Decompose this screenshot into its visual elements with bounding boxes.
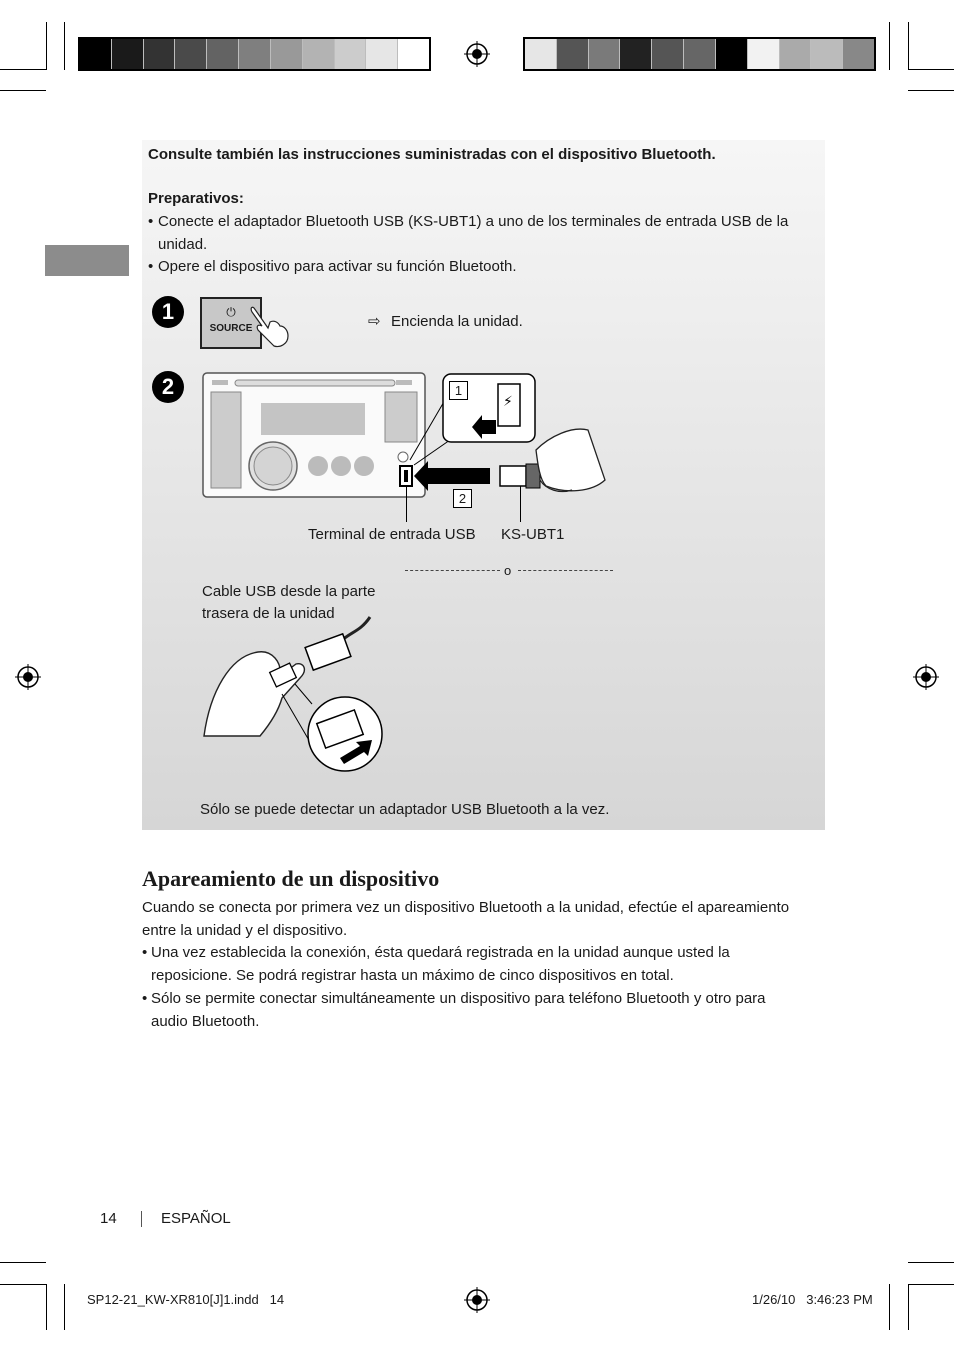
bullet: • [142, 944, 148, 961]
footnote: Sólo se puede detectar un adaptador USB Bluetooth a la vez. [200, 801, 610, 818]
callout-1-label: 1 [449, 381, 468, 400]
section-bullet-2-cont: audio Bluetooth. [151, 1013, 260, 1030]
or-separator: o [504, 563, 512, 578]
crop-mark [64, 22, 65, 70]
pointing-hand-icon [248, 300, 292, 350]
section-bullet-2: Sólo se permite conectar simultáneamente un dispositivo para teléfono Bluetooth y otro para [151, 990, 766, 1007]
section-paragraph-cont: entre la unidad y el dispositivo. [142, 922, 348, 939]
color-swatch [303, 39, 335, 69]
crop-mark [46, 1284, 47, 1330]
prep-item-1: Conecte el adaptador Bluetooth USB (KS-UBT1) a uno de los terminales de entrada USB de la [158, 213, 789, 230]
color-swatch [716, 39, 748, 69]
color-swatch [144, 39, 176, 69]
note-text: Consulte también las instrucciones suministradas con el dispositivo Bluetooth. [148, 146, 716, 163]
color-swatch [684, 39, 716, 69]
svg-text:⚡: ⚡ [503, 394, 513, 410]
print-timestamp: 1/26/10 3:46:23 PM [752, 1292, 873, 1307]
registration-mark-icon [913, 664, 939, 690]
crop-mark [46, 22, 47, 70]
color-swatch [589, 39, 621, 69]
registration-mark-icon [15, 664, 41, 690]
bullet: • [148, 258, 154, 275]
color-swatch [652, 39, 684, 69]
crop-mark [889, 1284, 890, 1330]
section-bullet-1: Una vez establecida la conexión, ésta quedará registrada en la unidad aunque usted la [151, 944, 730, 961]
registration-mark-icon [464, 41, 490, 67]
section-paragraph: Cuando se conecta por primera vez un dispositivo Bluetooth a la unidad, efectúe el apareamiento [142, 899, 790, 916]
color-swatch [398, 39, 429, 69]
prep-title: Preparativos: [148, 190, 244, 207]
separator-dash [518, 570, 613, 571]
crop-mark [0, 90, 46, 91]
language-label: ESPAÑOL [161, 1210, 231, 1227]
callout-2-label: 2 [453, 489, 472, 508]
crop-mark [908, 69, 954, 70]
crop-mark [64, 1284, 65, 1330]
color-swatch [239, 39, 271, 69]
arrow-icon: ⇨ [368, 313, 381, 330]
adapter-label: KS-UBT1 [501, 526, 565, 543]
source-button-label: SOURCE [209, 323, 253, 334]
color-swatch [811, 39, 843, 69]
crop-mark [908, 1262, 954, 1263]
color-swatch [780, 39, 812, 69]
color-swatch [366, 39, 398, 69]
registration-mark-icon [464, 1287, 490, 1313]
color-calibration-bar-right [523, 37, 876, 71]
color-swatch [748, 39, 780, 69]
crop-mark [0, 1262, 46, 1263]
prep-item-1-cont: unidad. [158, 236, 208, 253]
leader-line [520, 486, 521, 522]
prep-item-2: Opere el dispositivo para activar su función Bluetooth. [158, 258, 517, 275]
crop-mark [908, 1284, 909, 1330]
color-swatch [557, 39, 589, 69]
crop-mark [908, 22, 909, 70]
step-1-text: Encienda la unidad. [391, 313, 523, 330]
power-icon: ⏻ [226, 305, 236, 319]
usb-connection-illustration [200, 370, 620, 500]
crop-mark [908, 1284, 954, 1285]
footer-divider [141, 1211, 142, 1227]
file-name: SP12-21_KW-XR810[J]1.indd 14 [87, 1292, 285, 1307]
rear-cable-label-cont: trasera de la unidad [202, 605, 335, 622]
usb-terminal-label: Terminal de entrada USB [308, 526, 476, 543]
color-calibration-bar-left [78, 37, 431, 71]
section-tab [45, 245, 129, 276]
color-swatch [335, 39, 367, 69]
color-swatch [207, 39, 239, 69]
color-swatch [525, 39, 557, 69]
color-swatch [620, 39, 652, 69]
crop-mark [0, 69, 46, 70]
step-1-number: 1 [152, 296, 184, 328]
section-heading: Apareamiento de un dispositivo [142, 866, 440, 891]
step-2-number: 2 [152, 371, 184, 403]
bullet: • [148, 213, 154, 230]
separator-dash [405, 570, 500, 571]
color-swatch [843, 39, 874, 69]
crop-mark [0, 1284, 46, 1285]
color-swatch [80, 39, 112, 69]
bullet: • [142, 990, 148, 1007]
crop-mark [908, 90, 954, 91]
color-swatch [175, 39, 207, 69]
page-number: 14 [100, 1210, 117, 1227]
crop-mark [889, 22, 890, 70]
color-swatch [112, 39, 144, 69]
rear-cable-label: Cable USB desde la parte [202, 583, 376, 600]
color-swatch [271, 39, 303, 69]
rear-usb-cable-illustration [200, 612, 390, 777]
leader-line [406, 486, 407, 522]
section-bullet-1-cont: reposicione. Se podrá registrar hasta un máximo de cinco dispositivos en total. [151, 967, 674, 984]
